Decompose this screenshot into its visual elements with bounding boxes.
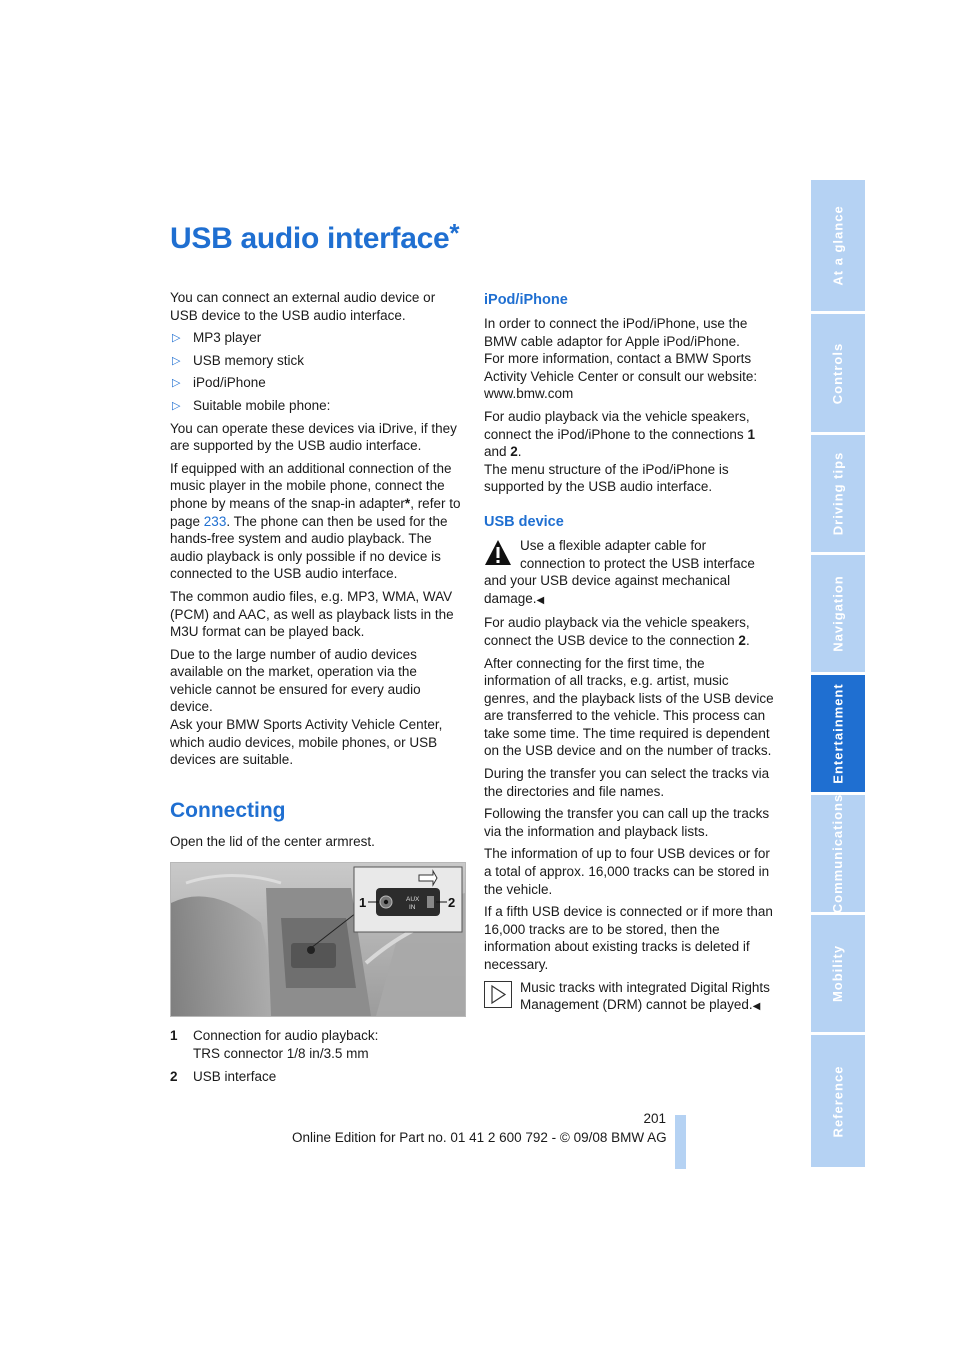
edition-footer: Online Edition for Part no. 01 41 2 600 792 - © 09/08 BMW AG: [292, 1130, 667, 1145]
option-asterisk: *: [449, 218, 460, 248]
tab-at-a-glance[interactable]: At a glance: [811, 180, 865, 311]
usb-select-paragraph: During the transfer you can select the tracks via the directories and file names.: [484, 766, 770, 799]
tab-communications[interactable]: Communications: [811, 795, 865, 912]
page-link[interactable]: 233: [203, 513, 227, 529]
legend-item: 2 USB interface: [170, 1068, 277, 1084]
triangle-bullet-icon: ▷: [172, 332, 181, 345]
tab-navigation[interactable]: Navigation: [811, 555, 865, 672]
tab-controls[interactable]: Controls: [811, 314, 865, 432]
footer-accent-bar: [675, 1115, 686, 1169]
callout-2: 2: [448, 895, 456, 911]
end-mark-icon: ◀: [752, 1001, 761, 1013]
end-mark-icon: ◀: [536, 594, 545, 606]
ipod-menu-paragraph: The menu structure of the iPod/iPhone is supported by the USB audio interface.: [484, 461, 729, 495]
aux-label: IN: [409, 904, 416, 912]
ipod-connect-paragraph: For audio playback via the vehicle speakers, connect the iPod/iPhone to the connections 1 and 2.: [484, 408, 755, 460]
usb-callup-paragraph: Following the transfer you can call up the tracks via the information and playback lists.: [484, 806, 770, 839]
phone-paragraph: If equipped with an additional connection of the music player in the mobile phone, connect the phone by means of the snap-in adapter*, refer to page 233. The phone can then be used for the hands-free system and audio playback. The audio playback is only possible if no device is connected to the USB audio interface.: [170, 460, 461, 582]
section-heading-connecting: Connecting: [170, 798, 286, 822]
list-item: ▷ USB memory stick: [170, 352, 462, 370]
warning-triangle-icon: [484, 539, 512, 566]
usb-connect-paragraph: For audio playback via the vehicle speakers, connect the USB device to the connection 2.: [484, 615, 750, 648]
page-number: 201: [643, 1111, 666, 1126]
option-asterisk: *: [404, 495, 411, 511]
list-item: ▷ iPod/iPhone: [170, 374, 462, 392]
right-column: [484, 290, 774, 1021]
armrest-figure: [170, 862, 466, 1017]
usb-fifth-device-paragraph: If a fifth USB device is connected or if more than 16,000 tracks are to be stored, then the information about existing tracks is deleted if necessary.: [484, 904, 773, 972]
warning-note: Use a flexible adapter cable for connection to protect the USB interface and your USB device against mechanical damage.◀: [484, 537, 755, 606]
left-column: [170, 289, 462, 1090]
triangle-bullet-icon: ▷: [172, 377, 181, 390]
ipod-adapter-paragraph: In order to connect the iPod/iPhone, use the BMW cable adaptor for Apple iPod/iPhone.: [484, 316, 748, 349]
triangle-bullet-icon: ▷: [172, 354, 181, 367]
chapter-tabs: [811, 180, 865, 1167]
aux-label: AUX: [406, 896, 420, 904]
compatibility-paragraph: Due to the large number of audio devices available on the market, operation via the vehicle cannot be ensured for every audio device.: [170, 646, 421, 715]
intro-paragraph: You can connect an external audio device or USB device to the USB audio interface.: [170, 290, 436, 323]
armrest-illustration: [171, 863, 465, 1016]
tab-driving-tips[interactable]: Driving tips: [811, 435, 865, 552]
ipod-info-paragraph: For more information, contact a BMW Sports Activity Vehicle Center or consult our website: www.bmw.com: [484, 351, 758, 402]
figure-legend: [170, 1027, 462, 1085]
open-lid-paragraph: Open the lid of the center armrest.: [170, 833, 375, 849]
tab-reference[interactable]: Reference: [811, 1035, 865, 1167]
usb-transfer-paragraph: After connecting for the first time, the information of all tracks, e.g. artist, music genres, and the playback lists of the USB device are transferred to the vehicle. This process can take some time. The time required is dependent on the USB device and on the number of tracks.: [484, 655, 774, 759]
device-list: [170, 329, 462, 414]
tab-entertainment[interactable]: Entertainment: [811, 675, 865, 792]
file-formats-paragraph: The common audio files, e.g. MP3, WMA, WAV (PCM) and AAC, as well as playback lists in the M3U format can be played back.: [170, 588, 454, 640]
callout-1: 1: [359, 895, 367, 911]
usb-storage-paragraph: The information of up to four USB devices or for a total of approx. 16,000 tracks can be stored in the vehicle.: [484, 846, 770, 897]
drm-note: Music tracks with integrated Digital Rights Management (DRM) cannot be played.◀: [484, 979, 774, 1016]
note-arrow-icon: [484, 981, 512, 1008]
ask-dealer-paragraph: Ask your BMW Sports Activity Vehicle Center, which audio devices, mobile phones, or USB devices are suitable.: [170, 717, 443, 768]
idrive-paragraph: You can operate these devices via iDrive, if they are supported by the USB audio interface.: [170, 420, 457, 454]
section-heading-usb: USB device: [484, 513, 564, 530]
triangle-bullet-icon: ▷: [172, 399, 181, 412]
section-heading-ipod: iPod/iPhone: [484, 292, 568, 308]
page-title: USB audio interface*: [170, 218, 460, 255]
list-item: ▷ MP3 player: [170, 329, 462, 347]
tab-mobility[interactable]: Mobility: [811, 915, 865, 1032]
legend-item: 1 Connection for audio playback: TRS connector 1/8 in/3.5 mm: [170, 1028, 379, 1062]
list-item: ▷ Suitable mobile phone:: [170, 397, 462, 415]
